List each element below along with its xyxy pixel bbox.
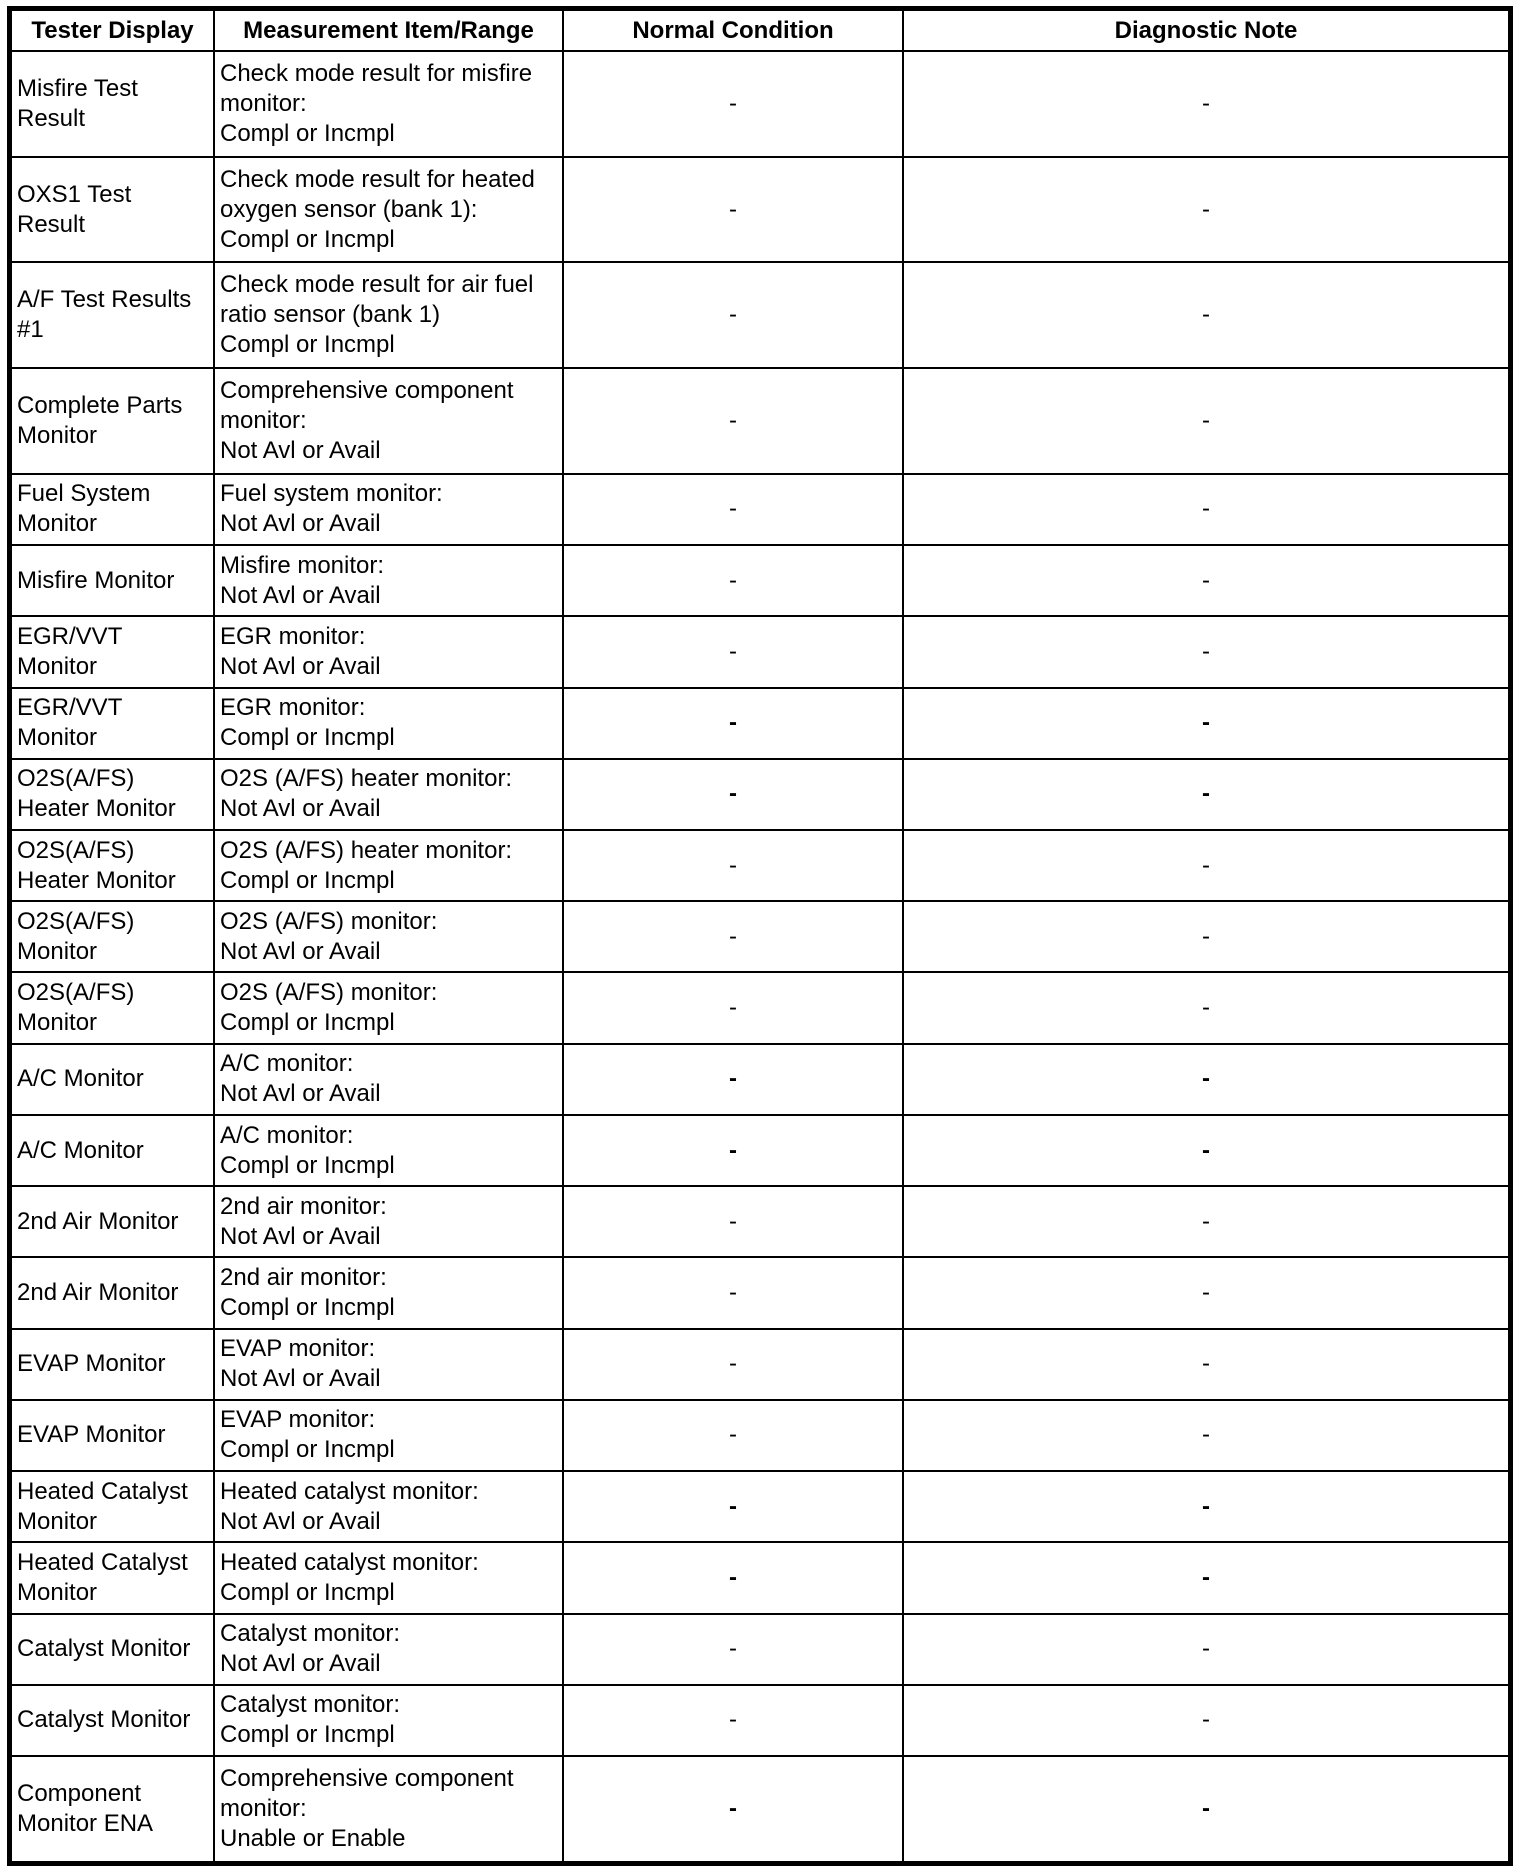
- cell-measurement-item: [214, 901, 563, 972]
- tester-display-line: Result: [17, 210, 86, 238]
- cell-normal-condition: -: [563, 759, 903, 830]
- cell-diagnostic-note: -: [903, 157, 1509, 263]
- table-row: [11, 474, 1509, 545]
- measurement-item-line: Not Avl or Avail: [220, 510, 381, 538]
- measurement-item-line: Compl or Incmpl: [220, 724, 395, 752]
- cell-tester-display: [11, 616, 214, 687]
- cell-normal-condition: -: [563, 1471, 903, 1542]
- measurement-item-line: oxygen sensor (bank 1):: [220, 195, 478, 223]
- cell-tester-display: [11, 1186, 214, 1257]
- tester-display-line: Monitor: [17, 1507, 98, 1535]
- cell-normal-condition: -: [563, 1044, 903, 1115]
- cell-diagnostic-note: -: [903, 368, 1509, 474]
- table-row: [11, 51, 1509, 157]
- cell-measurement-item: [214, 1685, 563, 1756]
- table-row: [11, 1756, 1509, 1862]
- cell-normal-condition: -: [563, 1614, 903, 1685]
- tester-display-line: Monitor: [17, 1009, 98, 1037]
- cell-measurement-item: [214, 157, 563, 263]
- table-row: [11, 1044, 1509, 1115]
- tester-display-line: O2S(A/FS): [17, 979, 135, 1007]
- measurement-item-line: Not Avl or Avail: [220, 436, 381, 464]
- cell-normal-condition: -: [563, 1329, 903, 1400]
- header-diagnostic-note: Diagnostic Note: [903, 10, 1509, 51]
- cell-measurement-item: [214, 972, 563, 1043]
- tester-display-line: Monitor: [17, 724, 98, 752]
- measurement-item-line: monitor:: [220, 1795, 307, 1823]
- cell-diagnostic-note: -: [903, 759, 1509, 830]
- measurement-item-line: O2S (A/FS) monitor:: [220, 979, 438, 1007]
- cell-diagnostic-note: -: [903, 1471, 1509, 1542]
- cell-tester-display: [11, 1542, 214, 1613]
- measurement-item-line: O2S (A/FS) monitor:: [220, 907, 438, 935]
- cell-tester-display: [11, 262, 214, 368]
- data-list-table-container: [7, 6, 1513, 1866]
- measurement-item-line: Check mode result for heated: [220, 165, 535, 193]
- cell-diagnostic-note: -: [903, 1756, 1509, 1862]
- cell-tester-display: [11, 157, 214, 263]
- tester-display-line: 2nd Air Monitor: [17, 1279, 179, 1306]
- cell-measurement-item: [214, 51, 563, 157]
- tester-display-line: 2nd Air Monitor: [17, 1207, 179, 1235]
- measurement-item-line: A/C monitor:: [220, 1050, 354, 1078]
- cell-diagnostic-note: -: [903, 830, 1509, 901]
- cell-diagnostic-note: -: [903, 1115, 1509, 1186]
- cell-normal-condition: -: [563, 1542, 903, 1613]
- cell-diagnostic-note: -: [903, 1400, 1509, 1471]
- cell-tester-display: [11, 474, 214, 545]
- cell-tester-display: [11, 1400, 214, 1471]
- measurement-item-line: Compl or Incmpl: [220, 1294, 395, 1321]
- cell-normal-condition: -: [563, 545, 903, 616]
- measurement-item-line: Compl or Incmpl: [220, 1436, 395, 1464]
- cell-diagnostic-note: -: [903, 474, 1509, 545]
- cell-measurement-item: [214, 1756, 563, 1862]
- table-row: [11, 759, 1509, 830]
- tester-display-line: Catalyst Monitor: [17, 1635, 191, 1663]
- table-row: [11, 368, 1509, 474]
- cell-tester-display: [11, 1044, 214, 1115]
- cell-diagnostic-note: -: [903, 545, 1509, 616]
- measurement-item-line: A/C monitor:: [220, 1121, 354, 1149]
- cell-normal-condition: -: [563, 1186, 903, 1257]
- measurement-item-line: 2nd air monitor:: [220, 1264, 387, 1291]
- cell-tester-display: [11, 1115, 214, 1186]
- measurement-item-line: ratio sensor (bank 1): [220, 301, 441, 329]
- measurement-item-line: EVAP monitor:: [220, 1335, 376, 1363]
- measurement-item-line: Not Avl or Avail: [220, 1365, 381, 1393]
- tester-display-line: Monitor: [17, 1578, 98, 1606]
- cell-diagnostic-note: -: [903, 901, 1509, 972]
- table-row: [11, 1614, 1509, 1685]
- tester-display-line: EVAP Monitor: [17, 1421, 166, 1449]
- cell-diagnostic-note: -: [903, 1186, 1509, 1257]
- tester-display-line: EGR/VVT: [17, 694, 123, 722]
- table-row: [11, 1115, 1509, 1186]
- measurement-item-line: EGR monitor:: [220, 694, 366, 722]
- tester-display-line: Heater Monitor: [17, 866, 176, 894]
- table-header-row: [11, 10, 1509, 51]
- measurement-item-line: Not Avl or Avail: [220, 1650, 381, 1678]
- cell-tester-display: [11, 1756, 214, 1862]
- tester-display-line: Heater Monitor: [17, 795, 176, 823]
- measurement-item-line: Compl or Incmpl: [220, 1721, 395, 1749]
- measurement-item-line: Not Avl or Avail: [220, 652, 381, 680]
- cell-normal-condition: -: [563, 1685, 903, 1756]
- tester-display-line: Monitor: [17, 510, 98, 538]
- tester-display-line: Monitor ENA: [17, 1810, 154, 1838]
- cell-normal-condition: -: [563, 368, 903, 474]
- cell-tester-display: [11, 545, 214, 616]
- measurement-item-line: 2nd air monitor:: [220, 1192, 387, 1220]
- measurement-item-line: Heated catalyst monitor:: [220, 1477, 479, 1505]
- cell-measurement-item: [214, 1400, 563, 1471]
- tester-display-line: A/F Test Results: [17, 286, 192, 314]
- measurement-item-line: Compl or Incmpl: [220, 331, 395, 359]
- cell-tester-display: [11, 759, 214, 830]
- table-row: [11, 1685, 1509, 1756]
- cell-measurement-item: [214, 1542, 563, 1613]
- measurement-item-line: Check mode result for misfire: [220, 59, 533, 87]
- cell-diagnostic-note: -: [903, 1542, 1509, 1613]
- tester-display-line: O2S(A/FS): [17, 907, 135, 935]
- table-row: [11, 616, 1509, 687]
- cell-measurement-item: [214, 1044, 563, 1115]
- cell-measurement-item: [214, 545, 563, 616]
- measurement-item-line: EVAP monitor:: [220, 1406, 376, 1434]
- measurement-item-line: Not Avl or Avail: [220, 1080, 381, 1108]
- measurement-item-line: Unable or Enable: [220, 1825, 406, 1853]
- measurement-item-line: monitor:: [220, 406, 307, 434]
- cell-diagnostic-note: -: [903, 616, 1509, 687]
- cell-diagnostic-note: -: [903, 1614, 1509, 1685]
- cell-measurement-item: [214, 1186, 563, 1257]
- header-normal-condition: Normal Condition: [563, 10, 903, 51]
- cell-tester-display: [11, 1614, 214, 1685]
- table-row: [11, 1186, 1509, 1257]
- cell-tester-display: [11, 972, 214, 1043]
- tester-display-line: #1: [17, 316, 44, 344]
- tester-display-line: Fuel System: [17, 480, 151, 508]
- tester-display-line: Heated Catalyst: [17, 1548, 188, 1576]
- table-row: [11, 1542, 1509, 1613]
- measurement-item-line: Not Avl or Avail: [220, 1222, 381, 1250]
- tester-display-line: Result: [17, 104, 86, 132]
- tester-display-line: Monitor: [17, 937, 98, 965]
- cell-diagnostic-note: -: [903, 1685, 1509, 1756]
- tester-display-line: OXS1 Test: [17, 180, 132, 208]
- cell-diagnostic-note: -: [903, 688, 1509, 759]
- tester-display-line: Monitor: [17, 652, 98, 680]
- tester-display-line: Monitor: [17, 421, 98, 449]
- cell-normal-condition: -: [563, 1400, 903, 1471]
- header-measurement-item: Measurement Item/Range: [214, 10, 563, 51]
- tester-display-line: EVAP Monitor: [17, 1350, 166, 1378]
- tester-display-line: Catalyst Monitor: [17, 1706, 191, 1734]
- cell-measurement-item: [214, 616, 563, 687]
- table-row: [11, 1400, 1509, 1471]
- measurement-item-line: O2S (A/FS) heater monitor:: [220, 836, 513, 864]
- cell-diagnostic-note: -: [903, 1257, 1509, 1328]
- cell-measurement-item: [214, 1115, 563, 1186]
- measurement-item-line: Not Avl or Avail: [220, 937, 381, 965]
- tester-display-line: A/C Monitor: [17, 1065, 144, 1093]
- tester-display-line: O2S(A/FS): [17, 765, 135, 793]
- cell-normal-condition: -: [563, 972, 903, 1043]
- measurement-item-line: Compl or Incmpl: [220, 119, 395, 147]
- measurement-item-line: Compl or Incmpl: [220, 1009, 395, 1037]
- table-row: [11, 1329, 1509, 1400]
- cell-tester-display: [11, 1685, 214, 1756]
- cell-normal-condition: -: [563, 688, 903, 759]
- table-row: [11, 262, 1509, 368]
- table-row: [11, 688, 1509, 759]
- cell-tester-display: [11, 830, 214, 901]
- tester-display-line: Misfire Monitor: [17, 566, 175, 594]
- table-row: [11, 830, 1509, 901]
- cell-diagnostic-note: -: [903, 1044, 1509, 1115]
- table-row: [11, 1257, 1509, 1328]
- cell-normal-condition: -: [563, 616, 903, 687]
- table-row: [11, 901, 1509, 972]
- header-tester-display: Tester Display: [11, 10, 214, 51]
- cell-normal-condition: -: [563, 157, 903, 263]
- cell-measurement-item: [214, 1329, 563, 1400]
- cell-measurement-item: [214, 1614, 563, 1685]
- measurement-item-line: Catalyst monitor:: [220, 1620, 401, 1648]
- cell-diagnostic-note: -: [903, 262, 1509, 368]
- measurement-item-line: Check mode result for air fuel: [220, 271, 534, 299]
- cell-tester-display: [11, 1257, 214, 1328]
- cell-diagnostic-note: -: [903, 972, 1509, 1043]
- measurement-item-line: Heated catalyst monitor:: [220, 1548, 479, 1576]
- tester-display-line: EGR/VVT: [17, 622, 123, 650]
- cell-tester-display: [11, 51, 214, 157]
- tester-display-line: A/C Monitor: [17, 1136, 144, 1164]
- cell-measurement-item: [214, 474, 563, 545]
- cell-measurement-item: [214, 759, 563, 830]
- table-row: [11, 972, 1509, 1043]
- cell-normal-condition: -: [563, 474, 903, 545]
- tester-display-line: O2S(A/FS): [17, 836, 135, 864]
- table-row: [11, 545, 1509, 616]
- measurement-item-line: Comprehensive component: [220, 376, 514, 404]
- cell-tester-display: [11, 1471, 214, 1542]
- cell-normal-condition: -: [563, 1115, 903, 1186]
- cell-measurement-item: [214, 830, 563, 901]
- measurement-item-line: Not Avl or Avail: [220, 581, 381, 609]
- measurement-item-line: Not Avl or Avail: [220, 1507, 381, 1535]
- measurement-item-line: Fuel system monitor:: [220, 480, 443, 508]
- table-row: [11, 1471, 1509, 1542]
- cell-measurement-item: [214, 1257, 563, 1328]
- cell-normal-condition: -: [563, 830, 903, 901]
- cell-tester-display: [11, 368, 214, 474]
- measurement-item-line: EGR monitor:: [220, 622, 366, 650]
- table-row: [11, 157, 1509, 263]
- cell-normal-condition: -: [563, 262, 903, 368]
- cell-tester-display: [11, 1329, 214, 1400]
- cell-measurement-item: [214, 1471, 563, 1542]
- tester-display-line: Component: [17, 1780, 142, 1808]
- measurement-item-line: monitor:: [220, 89, 307, 117]
- cell-diagnostic-note: -: [903, 51, 1509, 157]
- cell-normal-condition: -: [563, 1257, 903, 1328]
- cell-normal-condition: -: [563, 1756, 903, 1862]
- measurement-item-line: Misfire monitor:: [220, 551, 385, 579]
- measurement-item-line: Compl or Incmpl: [220, 866, 395, 894]
- cell-measurement-item: [214, 262, 563, 368]
- measurement-item-line: Comprehensive component: [220, 1765, 514, 1793]
- table-body: [11, 51, 1509, 1862]
- cell-tester-display: [11, 688, 214, 759]
- measurement-item-line: O2S (A/FS) heater monitor:: [220, 765, 513, 793]
- cell-diagnostic-note: -: [903, 1329, 1509, 1400]
- cell-tester-display: [11, 901, 214, 972]
- measurement-item-line: Compl or Incmpl: [220, 225, 395, 253]
- cell-measurement-item: [214, 688, 563, 759]
- cell-measurement-item: [214, 368, 563, 474]
- measurement-item-line: Not Avl or Avail: [220, 795, 381, 823]
- tester-display-line: Heated Catalyst: [17, 1477, 188, 1505]
- measurement-item-line: Compl or Incmpl: [220, 1151, 395, 1179]
- tester-display-line: Misfire Test: [17, 74, 138, 102]
- measurement-item-line: Compl or Incmpl: [220, 1578, 395, 1606]
- measurement-item-line: Catalyst monitor:: [220, 1691, 401, 1719]
- tester-display-line: Complete Parts: [17, 391, 183, 419]
- cell-normal-condition: -: [563, 901, 903, 972]
- cell-normal-condition: -: [563, 51, 903, 157]
- data-list-table: [10, 9, 1510, 1863]
